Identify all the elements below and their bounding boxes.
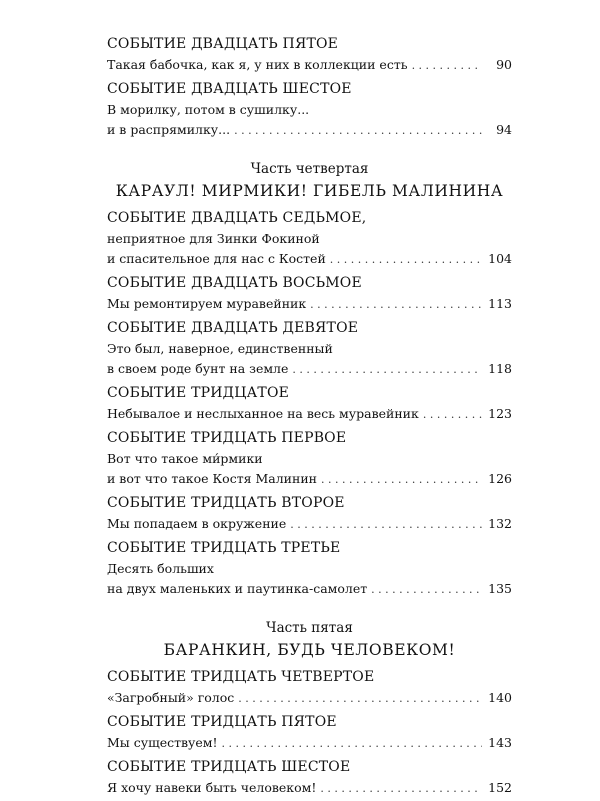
page-number: 94 <box>496 122 512 137</box>
page-number: 104 <box>488 251 512 266</box>
event-title: СОБЫТИЕ ТРИДЦАТЬ ПЕРВОЕ <box>107 430 347 446</box>
event-title: СОБЫТИЕ ТРИДЦАТЬ ТРЕТЬЕ <box>107 540 341 556</box>
dot-leader <box>292 360 482 380</box>
entry-subtitle-line <box>107 55 512 76</box>
entry-subtitle-line <box>107 733 512 754</box>
dot-leader <box>310 295 482 315</box>
dot-leader <box>423 405 482 425</box>
event-title: СОБЫТИЕ ДВАДЦАТЬ ШЕСТОЕ <box>107 81 352 97</box>
event-title: СОБЫТИЕ ДВАДЦАТЬ ВОСЬМОЕ <box>107 275 362 291</box>
dot-leader <box>321 470 482 490</box>
dot-leader <box>234 121 482 141</box>
toc-entry <box>107 382 512 425</box>
dot-leader <box>290 515 482 535</box>
entry-subtitle: Небывалое и неслыханное на весь муравейник <box>107 406 419 421</box>
entry-subtitle-line <box>107 120 512 141</box>
toc-entry <box>107 33 512 76</box>
page-number: 132 <box>488 516 512 531</box>
entry-subtitle: В морилку, потом в сушилку... <box>107 102 310 117</box>
entry-subtitle: Такая бабочка, как я, у них в коллекции есть <box>107 57 408 72</box>
event-title: СОБЫТИЕ ТРИДЦАТЬ ЧЕТВЕРТОЕ <box>107 669 375 685</box>
entry-subtitle: и спасительное для нас с Костей <box>107 251 326 266</box>
entry-subtitle-line <box>107 229 512 249</box>
entry-subtitle: «Загробный» голос <box>107 690 235 705</box>
page-number: 118 <box>488 361 512 376</box>
entry-subtitle-line <box>107 579 512 600</box>
part-label: Часть пятая <box>266 620 353 636</box>
dot-leader <box>412 56 482 76</box>
part-label: Часть четвертая <box>250 161 369 177</box>
dot-leader <box>222 734 482 754</box>
event-title: СОБЫТИЕ ТРИДЦАТЬ ВТОРОЕ <box>107 495 345 511</box>
entry-subtitle-line <box>107 294 512 315</box>
dot-leader <box>320 779 482 799</box>
page-number: 135 <box>488 581 512 596</box>
entry-subtitle: неприятное для Зинки Фокиной <box>107 231 320 246</box>
event-title: СОБЫТИЕ ТРИДЦАТОЕ <box>107 385 290 401</box>
part-title: БАРАНКИН, БУДЬ ЧЕЛОВЕКОМ! <box>163 641 456 659</box>
event-title: СОБЫТИЕ ДВАДЦАТЬ ПЯТОЕ <box>107 36 339 52</box>
entry-subtitle-line <box>107 359 512 380</box>
entry-subtitle-line <box>107 778 512 799</box>
page-number: 113 <box>488 296 512 311</box>
entry-subtitle-line <box>107 249 512 270</box>
entry-subtitle-line <box>107 449 512 469</box>
entry-subtitle-line <box>107 559 512 579</box>
entry-subtitle: Вот что такое ми́рмики <box>107 451 263 466</box>
part-heading <box>107 618 512 662</box>
entry-subtitle: Это был, наверное, единственный <box>107 341 333 356</box>
entry-subtitle: в своем роде бунт на земле <box>107 361 289 376</box>
part-title: КАРАУЛ! МИРМИКИ! ГИБЕЛЬ МАЛИНИНА <box>115 182 504 200</box>
entry-subtitle: Мы попадаем в окружение <box>107 516 287 531</box>
part-heading <box>107 159 512 203</box>
entry-subtitle-line <box>107 469 512 490</box>
page-number: 90 <box>496 57 512 72</box>
table-of-contents <box>107 33 512 801</box>
toc-entry <box>107 711 512 754</box>
entry-subtitle-line <box>107 404 512 425</box>
toc-entry <box>107 207 512 270</box>
entry-subtitle: и в распрямилку... <box>107 122 231 137</box>
entry-subtitle: Десять больших <box>107 561 214 576</box>
page-number: 140 <box>488 690 512 705</box>
toc-entry <box>107 317 512 380</box>
event-title: СОБЫТИЕ ДВАДЦАТЬ СЕДЬМОЕ, <box>107 210 367 226</box>
event-title: СОБЫТИЕ ТРИДЦАТЬ ПЯТОЕ <box>107 714 337 730</box>
event-title: СОБЫТИЕ ТРИДЦАТЬ ШЕСТОЕ <box>107 759 351 775</box>
dot-leader <box>330 250 482 270</box>
entry-subtitle: на двух маленьких и паутинка-самолет <box>107 581 368 596</box>
entry-subtitle-line <box>107 100 512 120</box>
entry-subtitle-line <box>107 514 512 535</box>
entry-subtitle-line <box>107 339 512 359</box>
page-number: 143 <box>488 735 512 750</box>
dot-leader <box>371 580 482 600</box>
toc-entry <box>107 78 512 141</box>
toc-entry <box>107 537 512 600</box>
entry-subtitle: Мы существуем! <box>107 735 218 750</box>
toc-entry <box>107 666 512 709</box>
toc-entry <box>107 492 512 535</box>
dot-leader <box>238 689 482 709</box>
toc-entry <box>107 272 512 315</box>
event-title: СОБЫТИЕ ДВАДЦАТЬ ДЕВЯТОЕ <box>107 320 359 336</box>
entry-subtitle-line <box>107 688 512 709</box>
toc-entry <box>107 427 512 490</box>
entry-subtitle: и вот что такое Костя Малинин <box>107 471 318 486</box>
toc-entry <box>107 756 512 799</box>
page-number: 123 <box>488 406 512 421</box>
page-number: 126 <box>488 471 512 486</box>
page-number: 152 <box>488 780 512 795</box>
entry-subtitle: Я хочу навеки быть человеком! <box>107 780 317 795</box>
entry-subtitle: Мы ремонтируем муравейник <box>107 296 307 311</box>
